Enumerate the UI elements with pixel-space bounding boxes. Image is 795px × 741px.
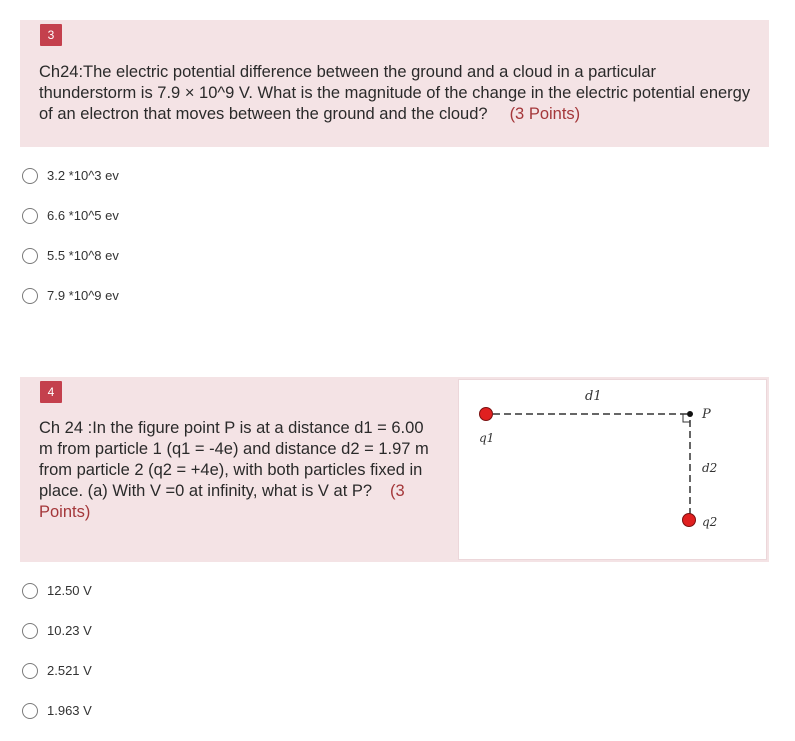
d2-label: d2 (702, 461, 718, 475)
radio-button[interactable] (22, 248, 38, 264)
answer-option[interactable] (22, 166, 119, 206)
question-text (39, 62, 754, 125)
answer-option[interactable] (22, 661, 92, 701)
radio-button[interactable] (22, 623, 38, 639)
charge-diagram (459, 380, 766, 559)
radio-button[interactable] (22, 703, 38, 719)
point-p (687, 411, 693, 417)
question-number-badge: 3 (40, 24, 62, 46)
question-figure (458, 379, 767, 560)
answer-options-q4 (22, 581, 92, 741)
answer-option-label: 1.963 V (47, 703, 92, 718)
question-text (39, 418, 429, 523)
d1-label: d1 (585, 389, 602, 404)
answer-option[interactable] (22, 621, 92, 661)
question-number-badge: 4 (40, 381, 62, 403)
radio-button[interactable] (22, 168, 38, 184)
question-card-4 (20, 377, 769, 562)
answer-options-q3 (22, 166, 119, 326)
radio-button[interactable] (22, 208, 38, 224)
answer-option-label: 3.2 *10^3 ev (47, 168, 119, 183)
radio-button[interactable] (22, 583, 38, 599)
answer-option-label: 12.50 V (47, 583, 92, 598)
question-points: (3 Points) (39, 482, 405, 521)
answer-option[interactable] (22, 286, 119, 326)
q2-label: q2 (702, 515, 718, 529)
answer-option[interactable] (22, 206, 119, 246)
answer-option-label: 5.5 *10^8 ev (47, 248, 119, 263)
answer-option-label: 7.9 *10^9 ev (47, 288, 119, 303)
p-label: P (702, 407, 711, 422)
particle-1 (480, 408, 493, 421)
answer-option[interactable] (22, 581, 92, 621)
answer-option-label: 2.521 V (47, 663, 92, 678)
question-body: Ch24:The electric potential difference between the ground and a cloud in a particular thunderstorm is 7.9 × 10^9 V. What is the magnitude of the change in the electric potential energy of an electron that moves between the ground and the cloud? (39, 63, 751, 123)
q1-label: q1 (479, 431, 495, 445)
answer-option-label: 6.6 *10^5 ev (47, 208, 119, 223)
question-card-3 (20, 20, 769, 147)
question-body: Ch 24 :In the figure point P is at a distance d1 = 6.00 m from particle 1 (q1 = -4e) and distance d2 = 1.97 m from particle 2 (q2 = +4e), with both particles fixed in place. (a) With V =0 at infinity, what is V at P? (39, 419, 429, 500)
question-points: (3 Points) (509, 105, 581, 123)
answer-option[interactable] (22, 246, 119, 286)
answer-option[interactable] (22, 701, 92, 741)
particle-2 (683, 514, 696, 527)
radio-button[interactable] (22, 288, 38, 304)
answer-option-label: 10.23 V (47, 623, 92, 638)
radio-button[interactable] (22, 663, 38, 679)
